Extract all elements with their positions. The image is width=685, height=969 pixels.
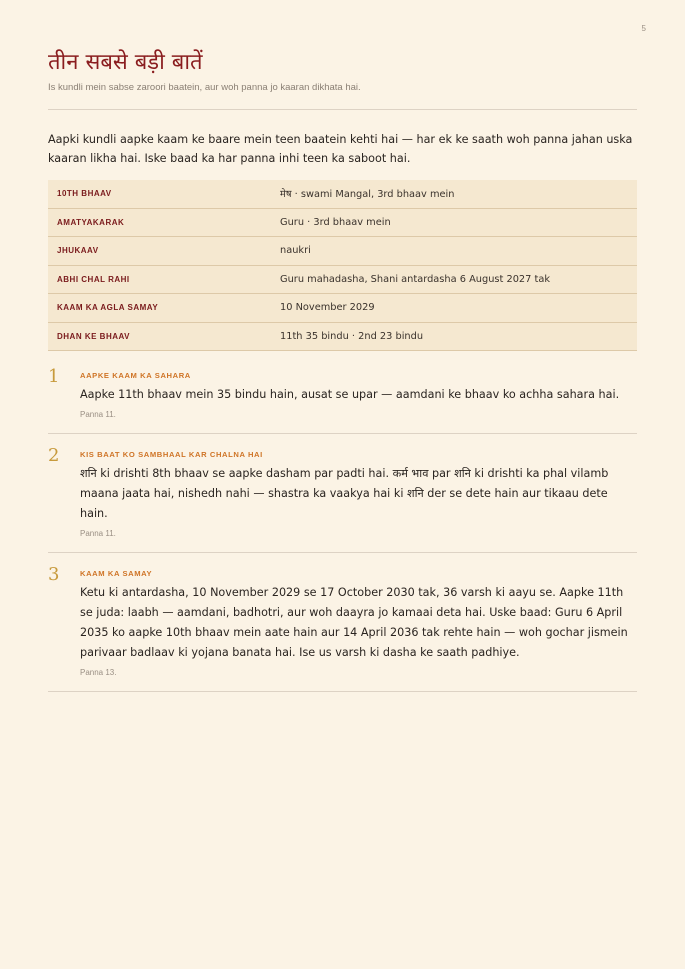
row-value: naukri xyxy=(280,237,637,266)
row-value: Guru mahadasha, Shani antardasha 6 August 2027 tak xyxy=(280,265,637,294)
point-page-reference: Panna 11. xyxy=(80,410,116,419)
page-content xyxy=(48,48,637,707)
point-label: AAPKE KAAM KA SAHARA xyxy=(80,371,191,380)
point-body: Aapke 11th bhaav mein 35 bindu hain, ausat se upar — aamdani ke bhaav ko achha sahara hai. xyxy=(80,388,620,401)
point-page-reference: Panna 13. xyxy=(80,668,117,677)
table-row xyxy=(48,208,637,237)
page-subtitle: Is kundli mein sabse zaroori baatein, aur woh panna jo kaaran dikhata hai. xyxy=(48,82,361,93)
summary-table xyxy=(48,180,637,351)
header-divider xyxy=(48,109,637,110)
row-value: 11th 35 bindu · 2nd 23 bindu xyxy=(280,322,637,351)
point-page-reference: Panna 11. xyxy=(80,529,116,538)
point-body: Ketu ki antardasha, 10 November 2029 se 17 October 2030 tak, 36 varsh ki aayu se. Aapke 11th se juda: laabh — aamdani, badhotri, aur woh daayra jo kamaai deta hai. Uske baad: Guru 6 April 2035 ko aapke 10th bhaav mein aate hain aur 14 April 2036 tak rehte hain — woh gochar jismein parivaar badlaav ki yojana banata hai. Ise us varsh ki dasha ke saath padhiye. xyxy=(80,586,628,659)
point-number: 3 xyxy=(48,564,60,585)
row-value: मेष · swami Mangal, 3rd bhaav mein xyxy=(280,180,637,208)
row-key: ABHI CHAL RAHI xyxy=(48,265,280,294)
table-row xyxy=(48,322,637,351)
point-label: KIS BAAT KO SAMBHAAL KAR CHALNA HAI xyxy=(80,450,263,459)
row-value: 10 November 2029 xyxy=(280,294,637,323)
page-number: 5 xyxy=(641,24,646,33)
page-title: तीन सबसे बड़ी बातें xyxy=(48,50,203,75)
table-row xyxy=(48,265,637,294)
point-body: शनि ki drishti 8th bhaav se aapke dasham par padti hai. कर्म भाव par शनि ki drishti ka phal vilamb maana jaata hai, nishedh nahi — shastra ka vaakya hai ki शनि der se dete hain aur tikaau dete hain. xyxy=(80,467,609,520)
key-point xyxy=(48,445,637,553)
key-point xyxy=(48,564,637,692)
table-row xyxy=(48,180,637,208)
key-point xyxy=(48,366,637,434)
row-key: JHUKAAV xyxy=(48,237,280,266)
table-row xyxy=(48,237,637,266)
point-number: 2 xyxy=(48,445,60,466)
intro-paragraph: Aapki kundli aapke kaam ke baare mein teen baatein kehti hai — har ek ke saath woh panna jahan uska kaaran likha hai. Iske baad ka har panna inhi teen ka saboot hai. xyxy=(48,133,633,165)
row-value: Guru · 3rd bhaav mein xyxy=(280,208,637,237)
key-points xyxy=(48,366,637,692)
point-label: KAAM KA SAMAY xyxy=(80,569,153,578)
row-key: DHAN KE BHAAV xyxy=(48,322,280,351)
row-key: AMATYAKARAK xyxy=(48,208,280,237)
point-number: 1 xyxy=(48,366,60,387)
table-row xyxy=(48,294,637,323)
row-key: KAAM KA AGLA SAMAY xyxy=(48,294,280,323)
row-key: 10TH BHAAV xyxy=(48,180,280,208)
